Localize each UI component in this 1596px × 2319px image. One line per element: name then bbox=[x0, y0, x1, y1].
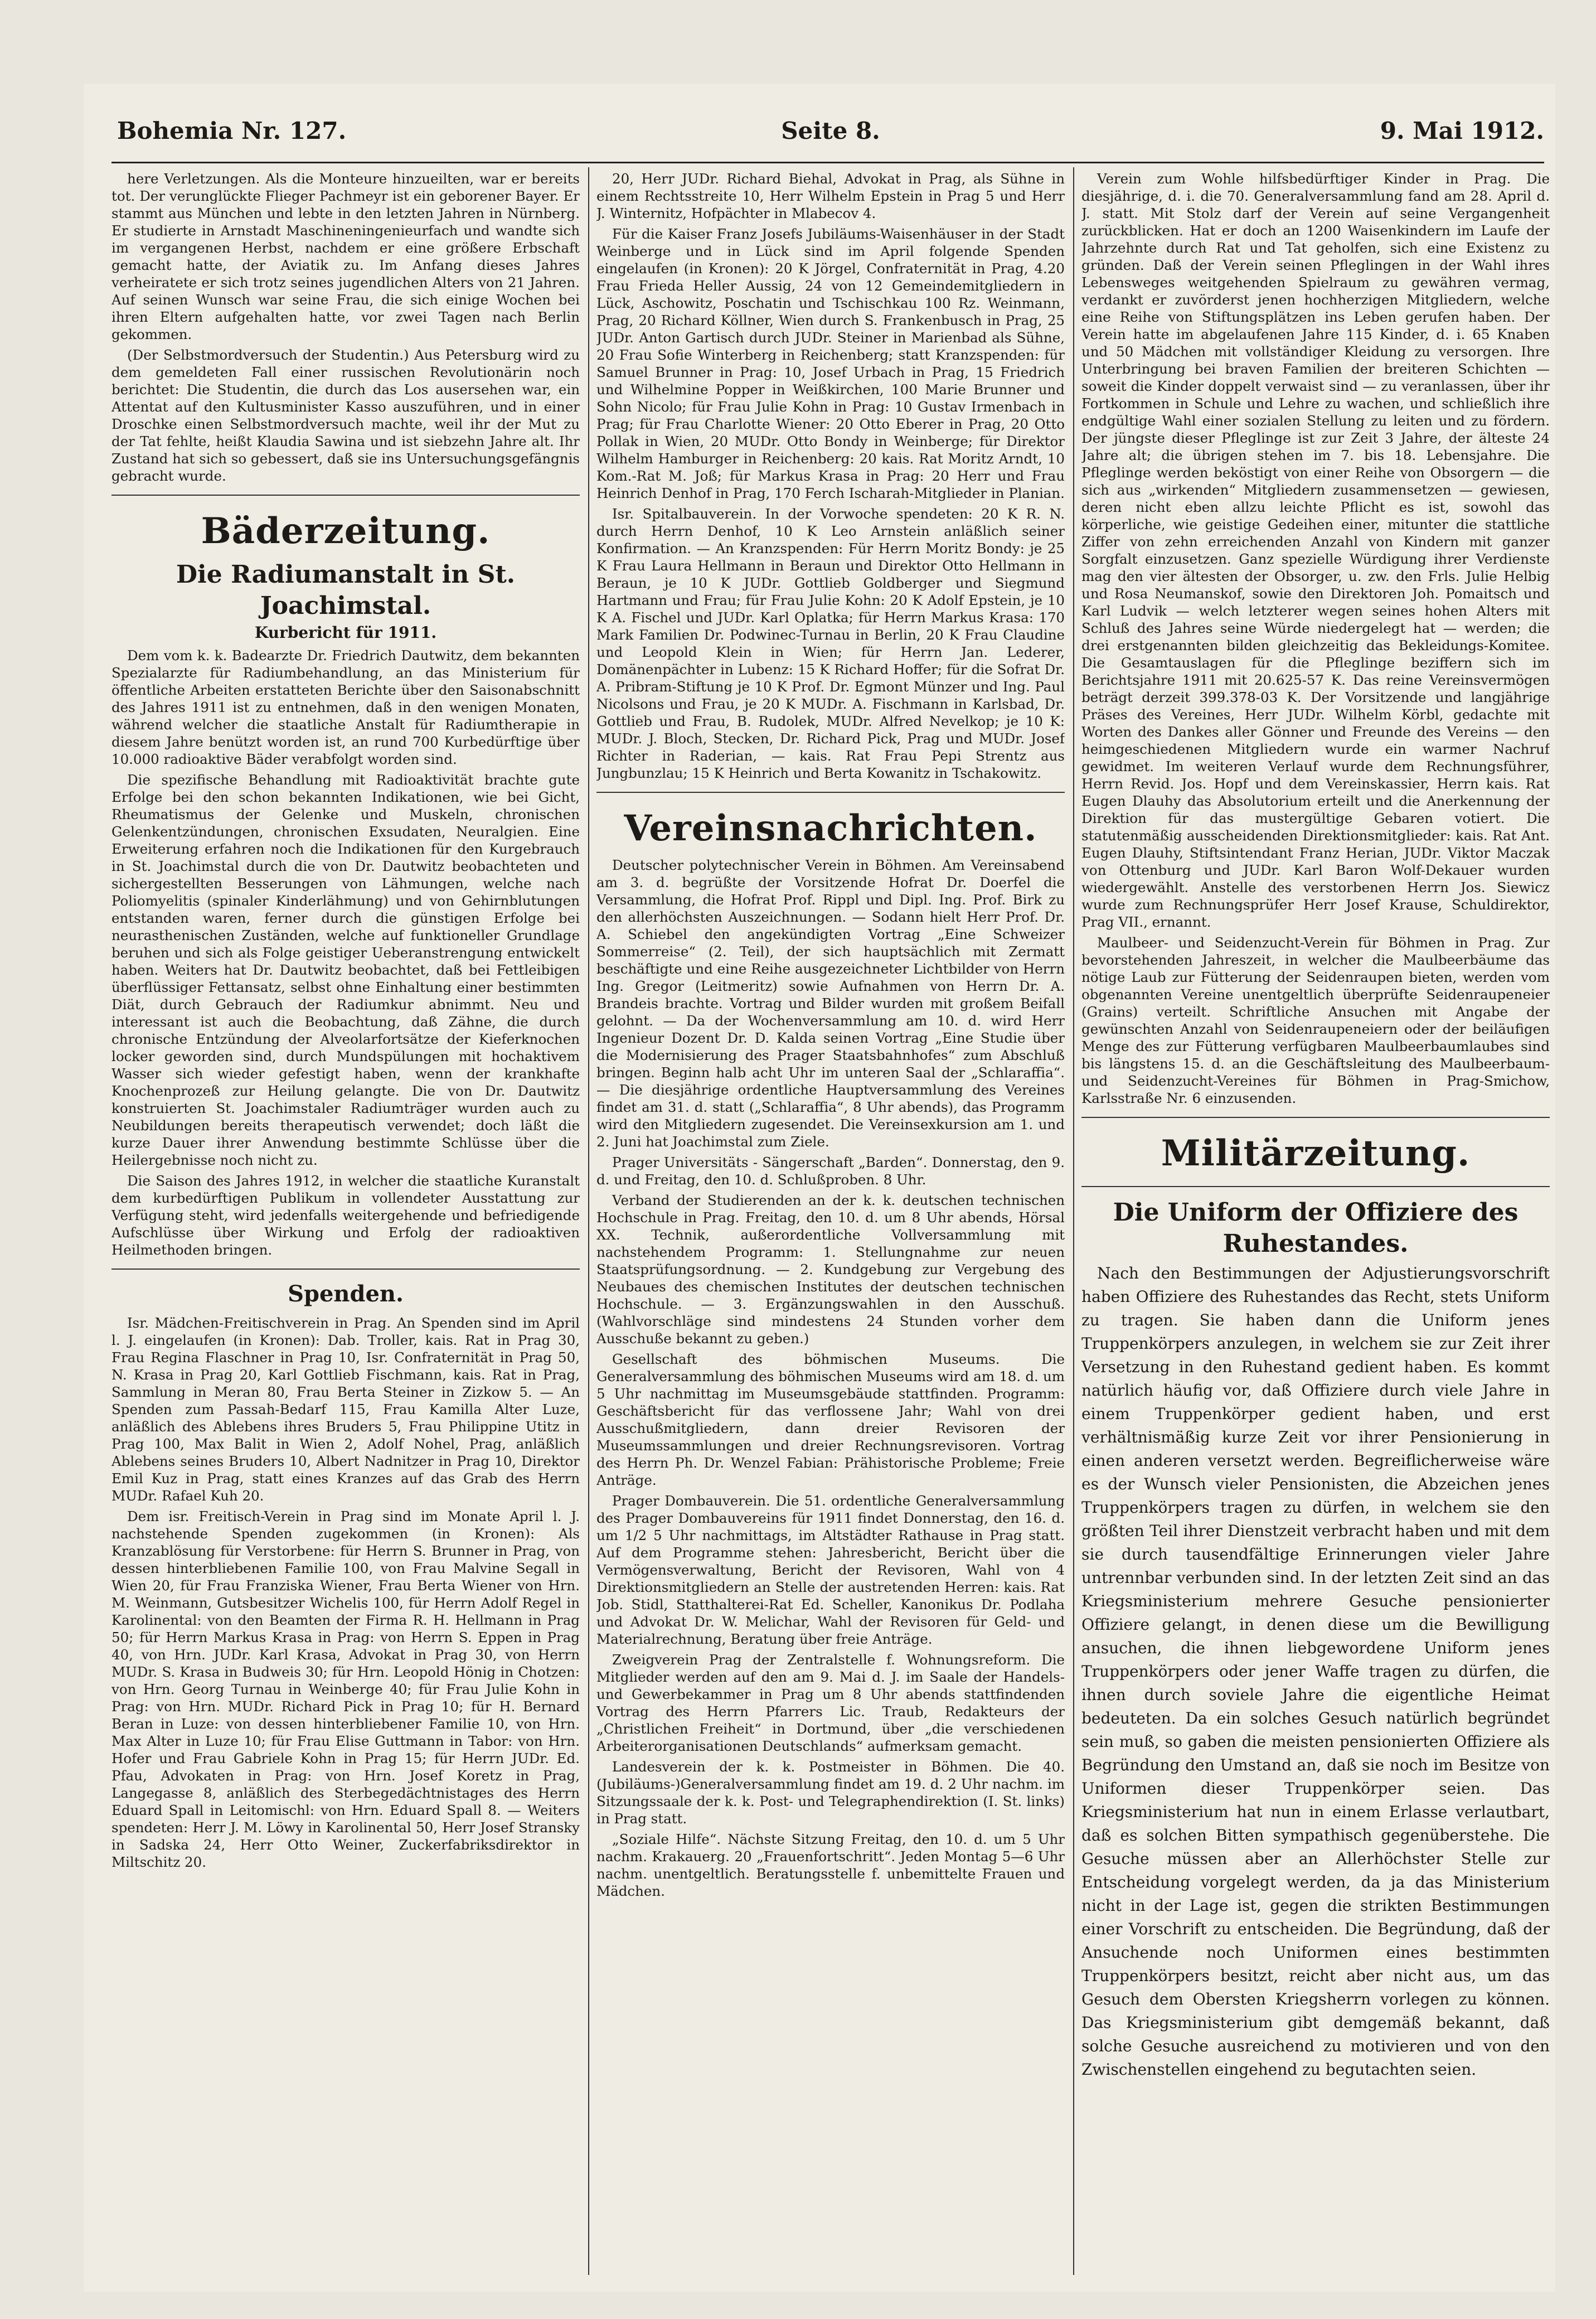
paragraph: Deutscher polytechnischer Verein in Böhmen. Am Vereinsabend am 3. d. begrüßte der Vorsitzende Hofrat Dr. Doerfel die Versammlung, die Hofrat Prof. Rippl und Dipl. Ing. Prof. Birk zu den allerhöchsten Auszeichnungen. — Sodann hielt Herr Prof. Dr. A. Schiebel den angekündigten Vortrag „Eine Schweizer Sommerreise“ (2. Teil), der sich hauptsächlich mit Zermatt beschäftigte und eine Reihe ausgezeichneter Lichtbilder von Herrn Ing. Gregor (Leitmeritz) sowie Aufnahmen von Herrn Dr. A. Brandeis brachte. Vortrag und Bilder wurden mit großem Beifall gelohnt. — Da der Wochenversammlung am 10. d. wird Herr Ingenieur Dozent Dr. D. Kalda seinen Vortrag „Eine Studie über die Modernisierung des Prager Staatsbahnhofes“ zum Abschluß bringen. Beginn halb acht Uhr im unteren Saal der „Schlaraffia“. — Die diesjährige ordentliche Hauptversammlung des Vereines findet am 31. d. statt („Schlaraffia“, 8 Uhr abends), das Programm wird den Mitgliedern zugesendet. Die Vereinsexkursion am 1. und 2. Juni hat Joachimstal zum Ziele. bbox=[596, 857, 1065, 1150]
paragraph: Für die Kaiser Franz Josefs Jubiläums-Waisenhäuser in der Stadt Weinberge und in Lück sind im April folgende Spenden eingelaufen (in Kronen): 20 K Jörgel, Confraternität in Prag, 4.20 Frau Frieda Heller Aussig, 24 von 12 Gemeindemitgliedern in Lück, Aschowitz, Poschatin und Tschischkau 100 Rz. Weinmann, Prag, 20 Richard Köllner, Wien durch S. Frankenbusch in Prag, 25 JUDr. Anton Gartisch durch JUDr. Steiner in Marienbad als Sühne, 20 Frau Sofie Winterberg in Reichenberg; statt Kranzspenden: für Samuel Brunner in Prag: 10, Josef Urbach in Prag, 15 Friedrich und Wilhelmine Popper in Weißkirchen, 100 Marie Brunner und Sohn Nicolo; für Frau Julie Kohn in Prag: 10 Gustav Irmenbach in Prag; für Frau Charlotte Wiener: 20 Otto Eberer in Prag, 20 Otto Pollak in Wien, 20 MUDr. Otto Bondy in Weinberge; für Direktor Wilhelm Hamburger in Reichenberg: 20 kais. Rat Moritz Arndt, 10 Kom.-Rat M. Joß; für Markus Krasa in Prag: 20 Herr und Frau Heinrich Denhof in Prag, 170 Ferch Ischarah-Mitglieder in Planian. bbox=[596, 226, 1065, 501]
paragraph: Verband der Studierenden an der k. k. deutschen technischen Hochschule in Prag. Freitag, den 10. d. um 8 Uhr abends, Hörsal XX. Technik, außerordentliche Vollversammlung mit nachstehendem Programm: 1. Stellungnahme zur neuen Staatsprüfungsordnung. — 2. Kundgebung zur Vergebung des Neubaues des chemischen Institutes der deutschen technischen Hochschule. — 3. Ergänzungswahlen in den Ausschuß. (Wahlvorschläge sind mindestens 24 Stunden vorher dem Ausschuße bekannt zu geben.) bbox=[596, 1192, 1065, 1347]
header-page-number: Seite 8. bbox=[781, 117, 880, 144]
paragraph: Maulbeer- und Seidenzucht-Verein für Böhmen in Prag. Zur bevorstehenden Jahreszeit, in welcher die Maulbeerbäume das nötige Laub zur Fütterung der Seidenraupen bieten, werden vom obgenannten Vereine unentgeltlich überprüfte Seidenraupeneier (Grains) verteilt. Schriftliche Ansuchen mit Angabe der gewünschten Anzahl von Seidenraupeneiern oder der beiläufigen Menge des zur Fütterung verfügbaren Maulbeerbaumlaubes sind bis längstens 15. d. an die Geschäftsleitung des Maulbeerbaum- und Seidenzucht-Vereines für Böhmen in Prag-Smichow, Karlsstraße Nr. 6 einzusenden. bbox=[1081, 935, 1550, 1106]
paragraph: Verein zum Wohle hilfsbedürftiger Kinder in Prag. Die diesjährige, d. i. die 70. Generalversammlung fand am 28. April d. J. statt. Mit Stolz darf der Verein auf seine Vergangenheit zurückblicken. Hat er doch an 1200 Waisenkindern im Laufe der Jahrzehnte durch Rat und Tat geholfen, sich eine Existenz zu gründen. Daß der Verein seinen Pfleglingen in der Wahl ihres Lebensweges weitgehenden Spielraum zu gewähren vermag, verdankt er zuvörderst jenen hochherzigen Mitgliedern, welche eine Reihe von Stiftungsplätzen ins Leben gerufen haben. Der Verein hatte im abgelaufenen Jahre 115 Kinder, d. i. 65 Knaben und 50 Mädchen mit vollständiger Kleidung zu versorgen. Ihre Unterbringung bei braven Familien der breiteren Schichten — soweit die Kinder doppelt verwaist sind — zu veranlassen, über ihr Fortkommen in Schule und Lehre zu wachen, und schließlich ihre endgültige Wahl einer sozialen Stellung zu leiten und zu fördern. Der jüngste dieser Pfleglinge ist zur Zeit 3 Jahre, der älteste 24 Jahre alt; die übrigen stehen im 7. bis 18. Lebensjahre. Die Pfleglinge werden beköstigt von einer Reihe von Obsorgern — die sich aus „wirkenden“ Mitgliedern zusammensetzen — gewiesen, deren nicht eben allzu leichte Pflicht es ist, sowohl das körperliche, wie geistige Gedeihen einer, mitunter die stattliche Ziffer von zehn erreichenden Anzahl von Kindern mit ganzer Sorgfalt einzusetzen. Ganz spezielle Würdigung ihrer Verdienste mag den vier ältesten der Obsorger, u. zw. den Frls. Julie Helbig und Rosa Neumanskof, sowie den Direktoren Joh. Pomaitsch und Karl Ludvik — welch letzterer wegen seines hohen Alters mit Schluß des Jahres seine Würde niedergelegt hat — werden; die drei erstgenannten bilden gleichzeitig das Bekleidungs-Komitee. Die Gesamtauslagen für die Pfleglinge beziffern sich im Berichtsjahre 1911 mit 20.625-57 K. Das reine Vereinsvermögen beträgt derzeit 399.378-03 K. Der Vorsitzende und langjährige Präses des Vereines, Herr JUDr. Wilhelm Körbl, gedachte mit Worten des Dankes aller Gönner und Freunde des Vereins — den heimgeschiedenen Mitgliedern wurde ein warmer Nachruf gewidmet. Im weiteren Verlauf wurde dem Rechnungsführer, Herrn Revid. Jos. Hopf und dem Vereinskassier, Herrn kais. Rat Eugen Dlauhy das Absolutorium erteilt und die Anerkennung der Direktion für das mustergültige Gebaren votiert. Die statutenmäßig ausscheidenden Direktionsmitglieder: kais. Rat Ant. Eugen Dlauhy, Stiftsintendant Franz Herian, JUDr. Viktor Maczak von Ottenburg und JUDr. Karl Baron Wolf-Dekauer wurden wiedergewählt. Anstelle des verstorbenen Herrn Jos. Siewicz wurde zum Rechnungsprüfer Herr Josef Krause, Schuldirektor, Prag VII., ernannt. bbox=[1081, 171, 1550, 930]
paragraph: Dem isr. Freitisch-Verein in Prag sind im Monate April l. J. nachstehende Spenden zugekommen (in Kronen): Als Kranzablösung für Verstorbene: für Herrn S. Brunner in Prag, von dessen hinterbliebenen Familie 100, von Frau Malvine Segall in Wien 20, für Frau Franziska Wiener, Frau Berta Wiener von Hrn. M. Weinmann, Gutsbesitzer Wichelis 100, für Herrn Adolf Regel in Karolinental: von den Beamten der Firma R. H. Hellmann in Prag 50; für Herrn Markus Krasa in Prag: von Herrn S. Eppen in Prag 40, von Hrn. JUDr. Karl Krasa, Advokat in Prag 30, von Herrn MUDr. S. Krasa in Budweis 30; für Hrn. Leopold Hönig in Chotzen: von Hrn. Georg Turnau in Weinberge 40; für Frau Julie Kohn in Prag: von Hrn. MUDr. Richard Pick in Prag 10; für H. Bernard Beran in Luze: von dessen hinterbliebener Familie 10, von Hrn. Max Alter in Luze 10; für Frau Elise Guttmann in Tabor: von Hrn. Hofer und Frau Gabriele Kohn in Prag 15; für Herrn JUDr. Ed. Pfau, Advokaten in Prag: von Hrn. Josef Koretz in Prag, Langegasse 8, anläßlich des Sterbegedächtnistages des Herrn Eduard Spall in Leitomischl: von Hrn. Eduard Spall 8. — Weiters spendeten: Herr J. M. Löwy in Karolinental 50, Herr Josef Stransky in Sadska 24, Herr Otto Weiner, Zuckerfabriksdirektor in Miltschitz 20. bbox=[111, 1508, 580, 1870]
paragraph: Landesverein der k. k. Postmeister in Böhmen. Die 40. (Jubiläums-)Generalversammlung findet am 19. d. 2 Uhr nachm. im Sitzungssaale der k. k. Post- und Telegraphendirektion (I. St. links) in Prag statt. bbox=[596, 1759, 1065, 1827]
article-title: Die Radiumanstalt in St. Joachimstal. bbox=[176, 560, 516, 620]
divider bbox=[111, 495, 580, 496]
newspaper-page bbox=[84, 84, 1555, 2292]
page-header bbox=[117, 106, 1544, 156]
divider bbox=[596, 792, 1065, 793]
paragraph: „Soziale Hilfe“. Nächste Sitzung Freitag, den 10. d. um 5 Uhr nachm. Krakauerg. 20 „Frauenfortschritt“. Jeden Montag 5—6 Uhr nachm. unentgeltlich. Beratungsstelle f. unbemittelte Frauen und Mädchen. bbox=[596, 1831, 1065, 1899]
column-divider bbox=[1073, 167, 1074, 2275]
paragraph: Isr. Spitalbauverein. In der Vorwoche spendeten: 20 K R. N. durch Herrn Denhof, 10 K Leo Arnstein anläßlich seiner Konfirmation. — An Kranzspenden: Für Herrn Moritz Bondy: je 25 K Frau Laura Hellmann in Beraun und Direktor Otto Hellmann in Beraun, je 10 K JUDr. Gottlieb Goldberger und Siegmund Hartmann und Frau; für Frau Julie Kohn: 20 K Adolf Epstein, je 10 K A. Fischel und JUDr. Karl Oplatka; für Herrn Markus Krasa: 170 Mark Familien Dr. Podwinec-Turnau in Berlin, 20 K Frau Claudine und Leopold Klein in Wien; für Herrn Jan. Lederer, Domänenpächter in Lubenz: 15 K Richard Hoffer; für die Sofrat Dr. A. Pribram-Stiftung je 10 K Prof. Dr. Egmont Münzer und Ing. Paul Nicolsons und Frau, je 20 K MUDr. A. Fischmann in Karlsbad, Dr. Gottlieb und Frau, B. Rudolek, MUDr. Alfred Nevelkop; je 10 K: MUDr. J. Bloch, Stecken, Dr. Richard Pick, Prag und MUDr. Josef Richter in Raderian, — kais. Rat Frau Pepi Strentz aus Jungbunzlau; 15 K Heinrich und Berta Kowanitz in Tschakowitz. bbox=[596, 506, 1065, 781]
paragraph: Dem vom k. k. Badearzte Dr. Friedrich Dautwitz, dem bekannten Spezialarzte für Radiumbehandlung, an das Ministerium für öffentliche Arbeiten erstatteten Berichte über den Saisonabschnitt des Jahres 1911 ist zu entnehmen, daß in den wenigen Monaten, während welcher die staatliche Anstalt für Radiumtherapie in diesem Jahre benützt worden ist, an rund 700 Kurbedürftige über 10.000 radioaktive Bäder verabfolgt worden sind. bbox=[111, 647, 580, 767]
paragraph: Isr. Mädchen-Freitischverein in Prag. An Spenden sind im April l. J. eingelaufen (in Kronen): Dab. Troller, kais. Rat in Prag 30, Frau Regina Flaschner in Prag 10, Isr. Confraternität in Prag 50, N. Krasa in Prag 20, Karl Gottlieb Fischmann, kais. Rat in Prag, Sammlung in Meran 80, Frau Berta Steiner in Zizkow 5. — An Spenden zum Passah-Bedarf 115, Frau Kamilla Alter Luze, anläßlich des Ablebens ihres Bruders 5, Frau Philippine Utitz in Prag 100, Max Balit in Wien 2, Adolf Nohel, Prag, anläßlich Ablebens seines Bruders 10, Albert Nadnitzer in Prag 10, Direktor Emil Kuz in Prag, statt eines Kranzes auf das Grab des Herrn MUDr. Rafael Kuh 20. bbox=[111, 1315, 580, 1504]
article-subtitle: Kurbericht für 1911. bbox=[254, 623, 437, 642]
header-issue: Bohemia Nr. 127. bbox=[117, 117, 347, 144]
paragraph: Zweigverein Prag der Zentralstelle f. Wohnungsreform. Die Mitglieder werden auf den am 9. Mai d. J. im Saale der Handels- und Gewerbekammer in Prag um 8 Uhr abends stattfindenden Vortrag des Herrn Pfarrers Lic. Traub, Redakteurs der „Christlichen Freiheit“ in Dortmund, über „die verschiedenen Arbeiterorganisationen Deutschlands“ aufmerksam gemacht. bbox=[596, 1652, 1065, 1754]
section-title: Spenden. bbox=[288, 1281, 404, 1307]
paragraph: Prager Dombauverein. Die 51. ordentliche Generalversammlung des Prager Dombauvereins für 1911 findet Donnerstag, den 16. d. um 1/2 5 Uhr nachmittags, im Altstädter Rathause in Prag statt. Auf dem Programme stehen: Jahresbericht, Bericht über die Vermögensverwaltung, Bericht der Revisoren, Wahl von 4 Direktionsmitgliedern an Stelle der austretenden Herren: kais. Rat Job. Stidl, Statthalterei-Rat Ed. Scheller, Kanonikus Dr. Podlaha und Advokat Dr. W. Melichar, Wahl der Revisoren für Geld- und Materialrechnung, Beratung über freie Anträge. bbox=[596, 1493, 1065, 1647]
paragraph: Nach den Bestimmungen der Adjustierungsvorschrift haben Offiziere des Ruhestandes das Recht, stets Uniform zu tragen. Sie haben dann die Uniform jenes Truppenkörpers anzulegen, in welchem sie zur Zeit ihrer Versetzung in den Ruhestand gedient haben. Es kommt natürlich häufig vor, daß Offiziere durch viele Jahre in einem Truppenkörper gedient haben, und erst verhältnismäßig kurze Zeit vor ihrer Pensionierung in einen anderen versetzt werden. Begreiflicherweise wäre es der Wunsch vieler Pensionisten, die Abzeichen jenes Truppenkörpers tragen zu dürfen, in welchem sie den größten Teil ihrer Dienstzeit verbracht haben und mit dem sie durch tausendfältige Erinnerungen vieler Jahre untrennbar verbunden sind. In der letzten Zeit sind an das Kriegsministerium mehrere Gesuche pensionierter Offiziere gelangt, in denen diese um die Bewilligung ansuchen, die ihnen liebgewordene Uniform jenes Truppenkörpers oder jener Waffe tragen zu dürfen, die ihnen durch soviele Jahre die eigentliche Heimat bedeuteten. Da ein solches Gesuch natürlich begründet sein muß, so gaben die meisten pensionierten Offiziere als Begründung den Umstand an, daß sie noch im Besitze von Uniformen dieser Truppenkörper seien. Das Kriegsministerium hat nun in einem Erlasse verlautbart, daß es solchen Bitten sympathisch gegenüberstehe. Die Gesuche müssen aber an Allerhöchster Stelle zur Entscheidung vorgelegt werden, da ja das Ministerium nicht in der Lage ist, gegen die strikten Bestimmungen einer Vorschrift zu entscheiden. Die Begründung, daß der Ansuchende noch Uniformen eines bestimmten Truppenkörpers besitzt, reicht aber nicht aus, um das Gesuch dem Obersten Kriegsherrn vorlegen zu können. Das Kriegsministerium gibt demgemäß bekannt, daß solche Gesuche ausreichend zu motivieren und von den Zwischenstellen eingehend zu begutachten seien. bbox=[1081, 1264, 1550, 2079]
header-date: 9. Mai 1912. bbox=[1380, 117, 1544, 144]
paragraph: Die Saison des Jahres 1912, in welcher die staatliche Kuranstalt dem kurbedürftigen Publikum in vollendeter Ausstattung zur Verfügung steht, wird jedenfalls weitergehende und befriedigende Aufschlüsse über Wirkung und Erfolg der radioaktiven Heilmethoden bringen. bbox=[111, 1173, 580, 1258]
column-divider bbox=[588, 167, 589, 2275]
divider bbox=[111, 1269, 580, 1270]
column-middle bbox=[596, 170, 1065, 2275]
header-rule bbox=[111, 162, 1544, 163]
section-title: Militärzeitung. bbox=[1161, 1132, 1471, 1174]
article-title: Die Uniform der Offiziere des Ruhestandes. bbox=[1113, 1198, 1519, 1258]
column-right bbox=[1081, 170, 1550, 2275]
divider bbox=[1081, 1117, 1550, 1118]
section-title: Vereinsnachrichten. bbox=[624, 807, 1037, 849]
paragraph: here Verletzungen. Als die Monteure hinzueilten, war er bereits tot. Der verunglückte Flieger Pachmeyr ist ein geborener Bayer. Er stammt aus München und lebte in den letzten Jahren in Nürnberg. Er studierte in Arnstadt Maschineningenieurfach und wandte sich im vergangenen Herbst, nachdem er eine größere Erbschaft gemacht hatte, der Aviatik zu. Im Anfang dieses Jahres verheiratete er sich trotz seines jugendlichen Alters von 21 Jahren. Auf seinen Wunsch war seine Frau, die sich einige Wochen bei ihren Eltern aufgehalten hatte, vor zwei Tagen nach Berlin gekommen. bbox=[111, 171, 580, 342]
paragraph: Gesellschaft des böhmischen Museums. Die Generalversammlung des böhmischen Museums wird am 18. d. um 5 Uhr nachmittag im Museumsgebäude stattfinden. Programm: Geschäftsbericht für das verflossene Jahr; Wahl von drei Ausschußmitgliedern, dann dreier Revisoren der Museumssammlungen und dreier Rechnungsrevisoren. Vortrag des Herrn Ph. Dr. Wenzel Fabian: Prähistorische Probleme; Freie Anträge. bbox=[596, 1351, 1065, 1488]
paragraph: 20, Herr JUDr. Richard Biehal, Advokat in Prag, als Sühne in einem Rechtsstreite 10, Herr Wilhelm Epstein in Prag 5 und Herr J. Winternitz, Hofpächter in Mlabecov 4. bbox=[596, 171, 1065, 221]
paragraph: Prager Universitäts - Sängerschaft „Barden“. Donnerstag, den 9. d. und Freitag, den 10. d. Schlußproben. 8 Uhr. bbox=[596, 1154, 1065, 1188]
paragraph: (Der Selbstmordversuch der Studentin.) Aus Petersburg wird zu dem gemeldeten Fall einer russischen Revolutionärin noch berichtet: Die Studentin, die durch das Los ausersehen war, ein Attentat auf den Kultusminister Kasso auszuführen, und in einer Droschke einen Selbstmordversuch machte, weil ihr der Mut zu der Tat fehlte, heißt Klaudia Sawina und ist siebzehn Jahre alt. Ihr Zustand hat sich so gebessert, daß sie ins Untersuchungsgefängnis gebracht wurde. bbox=[111, 347, 580, 484]
divider bbox=[1081, 1186, 1550, 1187]
section-title: Bäderzeitung. bbox=[201, 510, 491, 552]
column-left bbox=[111, 170, 580, 2275]
paragraph: Die spezifische Behandlung mit Radioaktivität brachte gute Erfolge bei den schon bekannten Indikationen, wie bei Gicht, Rheumatismus der Gelenke und Muskeln, chronischen Gelenkentzündungen, chronischen Exsudaten, Neuralgien. Eine Erweiterung erfahren noch die Indikationen für den Kurgebrauch in St. Joachimstal durch die von Dr. Dautwitz beobachteten und sichergestellten Besserungen von Lähmungen, welche nach Poliomyelitis (spinaler Kinderlähmung) und von Gehirnblutungen entstanden waren, ferner durch die günstigen Erfolge bei neurasthenischen Zuständen, welche auf funktioneller Grundlage beruhen und sich als Folge geistiger Ueberanstrengung entwickelt haben. Weiters hat Dr. Dautwitz beobachtet, daß bei Fettleibigen überflüssiger Fettansatz, selbst ohne Einhaltung einer bestimmten Diät, durch Gebrauch der Radiumkur abnimmt. Neu und interessant ist auch die Beobachtung, daß Zähne, die durch chronische Entzündung der Alveolarfortsätze der Kieferknochen locker geworden sind, durch Mundspülungen mit hochaktivem Wasser sich wieder gefestigt haben, wenn der krankhafte Knochenprozeß zur Heilung gelangte. Die von Dr. Dautwitz konstruierten St. Joachimstaler Radiumträger wurden auch zu Neubildungen bereits therapeutisch verwendet; doch läßt die kurze Dauer ihrer Anwendung bestimmte Schlüsse über die Heilergebnisse noch nicht zu. bbox=[111, 772, 580, 1168]
